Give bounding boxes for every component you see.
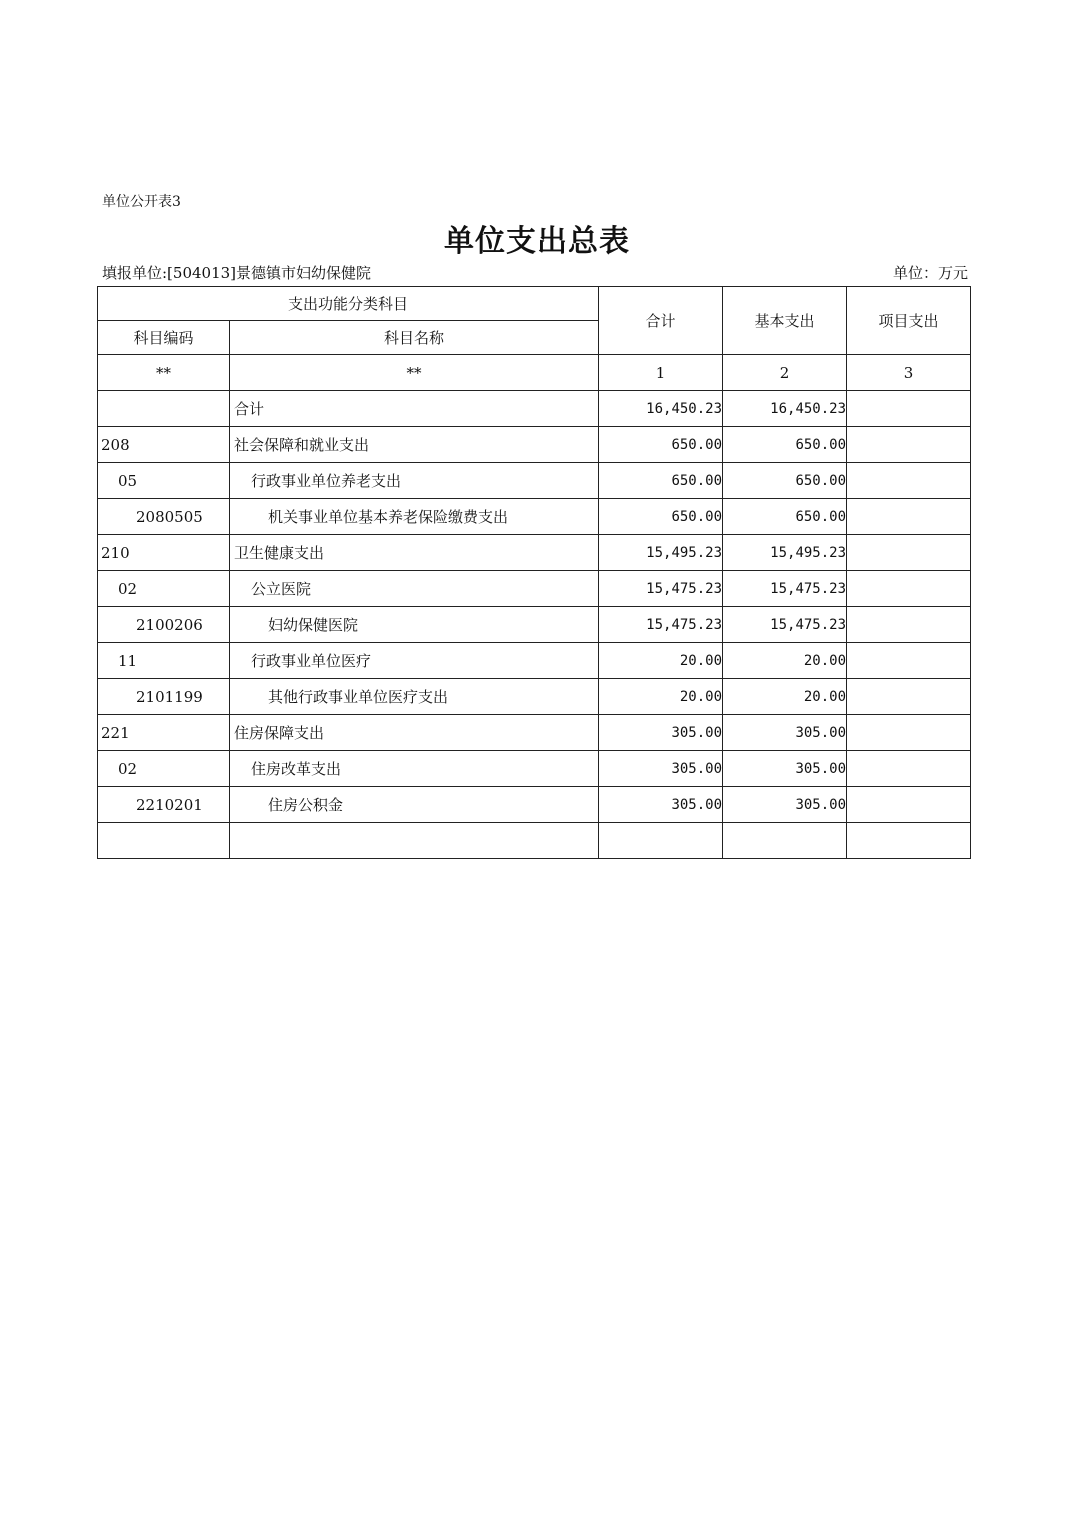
name-cell [230, 823, 599, 859]
currency-unit: 单位：万元 [892, 264, 968, 282]
name-cell: 机关事业单位基本养老保险缴费支出 [230, 499, 599, 535]
total-cell: 305.00 [599, 715, 723, 751]
basic-cell: 15,495.23 [723, 535, 847, 571]
project-cell [847, 823, 971, 859]
basic-cell: 305.00 [723, 715, 847, 751]
project-cell [847, 679, 971, 715]
filing-unit: 填报单位:[504013]景德镇市妇幼保健院 [102, 264, 372, 282]
table-row [98, 427, 971, 463]
code-cell: 2101199 [98, 679, 230, 715]
name-cell: 行政事业单位养老支出 [230, 463, 599, 499]
code-cell: 11 [98, 643, 230, 679]
name-cell: 行政事业单位医疗 [230, 643, 599, 679]
table-row [98, 607, 971, 643]
index-cell: 2 [723, 355, 847, 391]
name-cell: 妇幼保健医院 [230, 607, 599, 643]
basic-cell: 650.00 [723, 499, 847, 535]
name-cell: 住房保障支出 [230, 715, 599, 751]
code-cell: 2210201 [98, 787, 230, 823]
code-cell: 208 [98, 427, 230, 463]
index-cell: ** [230, 355, 599, 391]
basic-cell: 20.00 [723, 679, 847, 715]
code-cell: 210 [98, 535, 230, 571]
table-row [98, 715, 971, 751]
index-cell: 1 [599, 355, 723, 391]
name-cell: 卫生健康支出 [230, 535, 599, 571]
expenditure-table [97, 286, 971, 859]
total-cell: 20.00 [599, 679, 723, 715]
table-row [98, 535, 971, 571]
form-id: 单位公开表3 [102, 194, 181, 210]
project-cell [847, 391, 971, 427]
basic-cell: 305.00 [723, 787, 847, 823]
basic-cell: 15,475.23 [723, 571, 847, 607]
project-cell [847, 535, 971, 571]
code-cell [98, 391, 230, 427]
index-row [98, 355, 971, 391]
total-cell: 305.00 [599, 751, 723, 787]
header-name: 科目名称 [230, 321, 599, 355]
total-cell: 15,475.23 [599, 607, 723, 643]
table-row [98, 391, 971, 427]
project-cell [847, 715, 971, 751]
code-cell: 05 [98, 463, 230, 499]
header-basic: 基本支出 [723, 287, 847, 355]
name-cell: 住房公积金 [230, 787, 599, 823]
header-group: 支出功能分类科目 [98, 287, 599, 321]
basic-cell: 305.00 [723, 751, 847, 787]
table-row [98, 499, 971, 535]
name-cell: 其他行政事业单位医疗支出 [230, 679, 599, 715]
table-row [98, 751, 971, 787]
name-cell: 公立医院 [230, 571, 599, 607]
total-cell: 15,495.23 [599, 535, 723, 571]
total-cell: 650.00 [599, 463, 723, 499]
total-cell: 20.00 [599, 643, 723, 679]
code-cell: 221 [98, 715, 230, 751]
table-row [98, 787, 971, 823]
code-cell: 2080505 [98, 499, 230, 535]
table-row [98, 463, 971, 499]
index-cell: 3 [847, 355, 971, 391]
basic-cell [723, 823, 847, 859]
basic-cell: 20.00 [723, 643, 847, 679]
project-cell [847, 571, 971, 607]
table-row [98, 823, 971, 859]
code-cell: 02 [98, 751, 230, 787]
total-cell [599, 823, 723, 859]
basic-cell: 650.00 [723, 427, 847, 463]
code-cell: 2100206 [98, 607, 230, 643]
project-cell [847, 751, 971, 787]
project-cell [847, 643, 971, 679]
basic-cell: 650.00 [723, 463, 847, 499]
table-row [98, 571, 971, 607]
name-cell: 住房改革支出 [230, 751, 599, 787]
project-cell [847, 463, 971, 499]
project-cell [847, 607, 971, 643]
table-row [98, 679, 971, 715]
name-cell: 合计 [230, 391, 599, 427]
total-cell: 650.00 [599, 499, 723, 535]
total-cell: 16,450.23 [599, 391, 723, 427]
unit-row [102, 262, 968, 283]
total-cell: 15,475.23 [599, 571, 723, 607]
project-cell [847, 427, 971, 463]
header-total: 合计 [599, 287, 723, 355]
code-cell [98, 823, 230, 859]
total-cell: 305.00 [599, 787, 723, 823]
header-code: 科目编码 [98, 321, 230, 355]
name-cell: 社会保障和就业支出 [230, 427, 599, 463]
header-project: 项目支出 [847, 287, 971, 355]
code-cell: 02 [98, 571, 230, 607]
project-cell [847, 499, 971, 535]
header-row-1 [98, 287, 971, 321]
total-cell: 650.00 [599, 427, 723, 463]
basic-cell: 15,475.23 [723, 607, 847, 643]
index-cell: ** [98, 355, 230, 391]
table-row [98, 643, 971, 679]
page-title: 单位支出总表 [444, 224, 630, 259]
project-cell [847, 787, 971, 823]
basic-cell: 16,450.23 [723, 391, 847, 427]
